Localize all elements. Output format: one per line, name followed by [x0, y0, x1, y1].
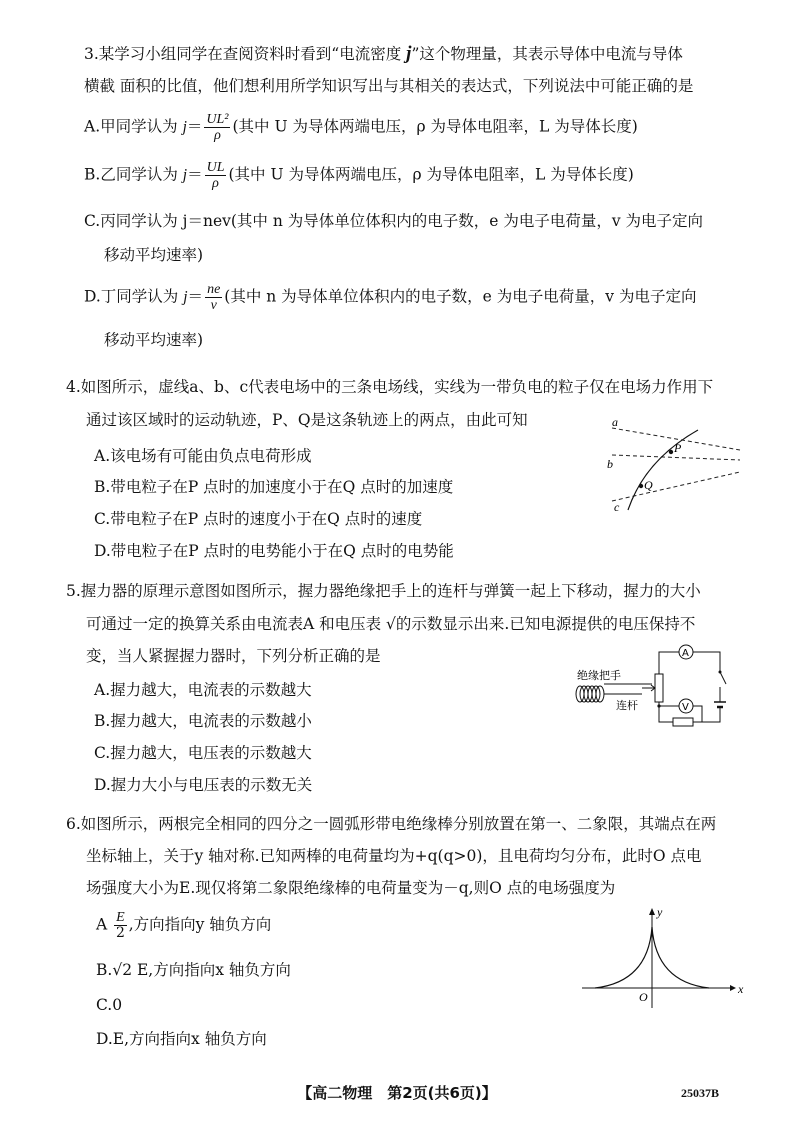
fixed-resistor — [673, 718, 693, 726]
q3-j-symbol: j — [406, 43, 412, 64]
rheostat — [655, 674, 663, 702]
q4-option-c[interactable]: C.带电粒子在P 点时的速度小于在Q 点时的速度 — [94, 510, 423, 528]
q3-d-text: (其中 n 为导体单位体积内的电子数，e 为电子电荷量，v 为电子定向 — [224, 287, 697, 306]
q3-b-text: (其中 U 为导体两端电压，ρ 为导体电阻率，L 为导体长度) — [228, 165, 634, 184]
exam-code: 25037B — [681, 1086, 720, 1100]
x-axis-arrow — [730, 985, 736, 991]
q3-stem-text-end: ”这个物理量，其表示导体中电流与导体 — [411, 45, 683, 63]
q3-option-b[interactable] — [84, 160, 634, 191]
q3-option-d[interactable] — [84, 282, 696, 313]
q3-option-a[interactable] — [84, 112, 638, 143]
label-ammeter: A — [682, 648, 689, 659]
q3-stem-text: 3.某学习小组同学在查阅资料时看到“电流密度 — [84, 45, 407, 63]
q4-option-d[interactable]: D.带电粒子在P 点时的电势能小于在Q 点时的电势能 — [94, 542, 454, 560]
field-line-c — [612, 472, 740, 501]
q6-option-c[interactable]: C.0 — [96, 996, 123, 1014]
q3-b-j: j — [182, 166, 188, 184]
q3-b-fraction — [205, 160, 227, 191]
q6-stem-line2: 坐标轴上，关于y 轴对称.已知两棒的电荷量均为+q(q>0)，且电荷均匀分布，此时O 点电 — [86, 847, 702, 865]
label-c: c — [614, 500, 620, 514]
q6-option-d[interactable]: D.E,方向指向x 轴负方向 — [96, 1030, 267, 1048]
q3-b-denominator: ρ — [212, 176, 219, 191]
q3-b-numerator: UL — [206, 160, 225, 175]
y-axis-arrow — [649, 908, 655, 915]
label-origin: O — [639, 990, 648, 1004]
label-p: P — [674, 441, 682, 455]
q3-d-prefix: D.丁同学认为 — [84, 287, 184, 306]
q3-d-fraction — [205, 282, 222, 313]
q5-option-a[interactable]: A.握力越大，电流表的示数越大 — [94, 681, 312, 699]
q3-a-text: (其中 U 为导体两端电压，ρ 为导体电阻率，L 为导体长度) — [232, 117, 638, 136]
particle-trajectory — [628, 430, 698, 510]
q3-stem-line2: 横截 面积的比值，他们想利用所学知识写出与其相关的表达式，下列说法中可能正确的是 — [84, 77, 694, 95]
q5-option-c[interactable]: C.握力越大，电压表的示数越大 — [94, 744, 312, 762]
q6-a-fraction — [114, 910, 127, 941]
first-quadrant-rod — [652, 927, 709, 988]
label-x: x — [738, 982, 744, 996]
q3-d-eq: ＝ — [187, 287, 204, 306]
label-voltmeter: V — [682, 702, 689, 713]
spring-coil — [576, 686, 604, 702]
page-footer: 【高二物理 第2页(共6页)】 — [297, 1084, 497, 1102]
q4-stem-line2: 通过该区域时的运动轨迹，P、Q是这条轨迹上的两点，由此可知 — [86, 411, 528, 429]
q3-a-fraction — [204, 112, 230, 143]
label-a: a — [612, 415, 618, 429]
field-line-b — [612, 455, 740, 460]
q5-option-b[interactable]: B.握力越大，电流表的示数越小 — [94, 712, 312, 730]
q3-stem-line1 — [84, 44, 683, 64]
q6-a-numerator: E — [116, 910, 125, 925]
q6-a-denominator: 2 — [115, 925, 125, 941]
q3-a-denominator: ρ — [214, 128, 221, 143]
q5-stem-line3: 变，当人紧握握力器时，下列分析正确的是 — [86, 647, 381, 665]
q6-a-text: ,方向指向y 轴负方向 — [128, 915, 272, 934]
coordinate-diagram — [582, 902, 742, 1010]
q3-option-c-line2: 移动平均速率) — [104, 246, 204, 264]
q6-stem-line1: 6.如图所示，两根完全相同的四分之一圆弧形带电绝缘棒分别放置在第一、二象限，其端点在两 — [66, 815, 717, 833]
switch-pivot — [719, 671, 722, 674]
electric-field-diagram — [600, 415, 745, 515]
q6-option-a[interactable] — [96, 910, 271, 941]
q3-d-j: j — [183, 288, 188, 306]
q5-stem-line1: 5.握力器的原理示意图如图所示，握力器绝缘把手上的连杆与弹簧一起上下移动，握力的大小 — [66, 582, 701, 600]
q6-stem-line3: 场强度大小为E.现仅将第二象限绝缘棒的电荷量变为－q,则O 点的电场强度为 — [86, 879, 616, 897]
label-rod: 连杆 — [616, 699, 638, 712]
point-p — [669, 450, 673, 454]
q5-option-d[interactable]: D.握力大小与电压表的示数无关 — [94, 776, 313, 794]
junction-node — [657, 704, 660, 707]
q3-b-eq: ＝ — [187, 165, 203, 184]
grip-circuit-diagram — [572, 642, 744, 734]
q3-option-c-line1[interactable]: C.丙同学认为 j＝nev(其中 n 为导体单位体积内的电子数，e 为电子电荷量，v 为电子定向 — [84, 212, 704, 230]
q5-stem-line2: 可通过一定的换算关系由电流表A 和电压表 √的示数显示出来.已知电源提供的电压保持不 — [86, 615, 696, 633]
q3-a-j: j — [182, 118, 187, 136]
label-q: Q — [644, 478, 653, 492]
q4-stem-line1: 4.如图所示，虚线a、b、c代表电场中的三条电场线，实线为一带负电的粒子仅在电场力作用下 — [66, 378, 714, 396]
q3-b-prefix: B.乙同学认为 — [84, 165, 183, 184]
q3-a-eq: ＝ — [186, 117, 203, 136]
q3-d-numerator: ne — [207, 282, 221, 297]
q6-a-prefix: A — [96, 915, 113, 934]
label-handle: 绝缘把手 — [577, 669, 621, 682]
q3-a-numerator: UL² — [206, 112, 229, 127]
second-quadrant-rod — [595, 927, 652, 988]
q6-option-b[interactable]: B.√2 E,方向指向x 轴负方向 — [96, 961, 291, 979]
point-q — [639, 484, 643, 488]
q3-option-d-line2: 移动平均速率) — [104, 331, 204, 349]
q3-a-prefix: A.甲同学认为 — [84, 117, 183, 136]
q4-option-a[interactable]: A.该电场有可能由负点电荷形成 — [94, 447, 312, 465]
label-b: b — [607, 457, 613, 471]
switch-icon — [720, 672, 726, 684]
label-y: y — [657, 905, 663, 919]
q3-d-denominator: v — [210, 298, 217, 313]
q4-option-b[interactable]: B.带电粒子在P 点时的加速度小于在Q 点时的加速度 — [94, 478, 454, 496]
